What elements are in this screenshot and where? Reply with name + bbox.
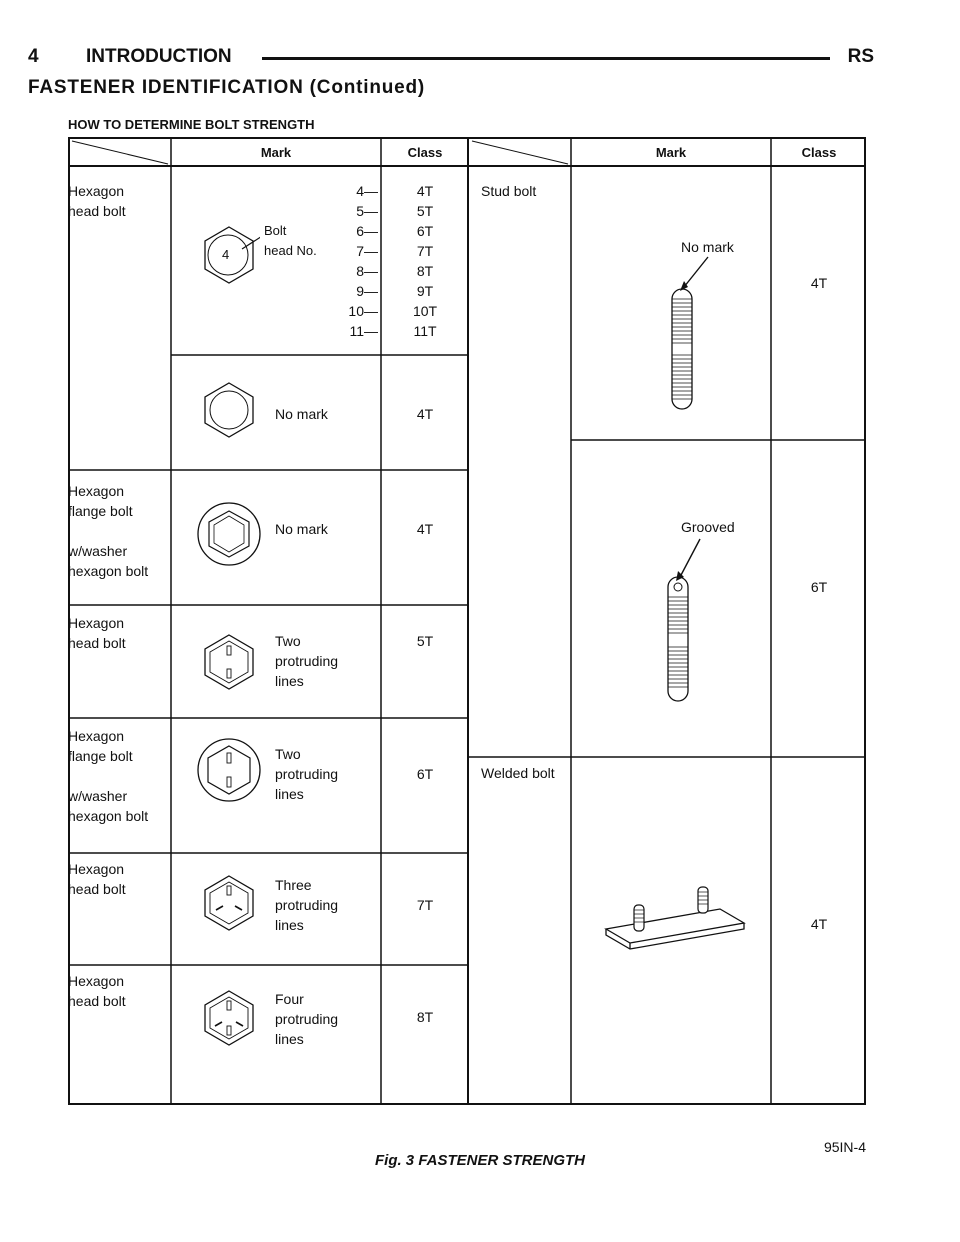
section-subtitle: FASTENER IDENTIFICATION (Continued) <box>28 77 426 98</box>
class-value: 8T <box>416 1009 434 1025</box>
flange-hex-bolt-icon <box>196 501 262 567</box>
bolt-head-digit: 4 <box>222 247 230 262</box>
mark-number: 7— <box>356 243 378 259</box>
row-label-hexagon-head-bolt: Hexagon head bolt <box>68 615 126 651</box>
figure-title: HOW TO DETERMINE BOLT STRENGTH <box>68 117 315 132</box>
mark-number: 11— <box>349 323 378 339</box>
manual-code: RS <box>847 46 874 67</box>
header-class-left: Class <box>407 145 443 160</box>
four-lines-hex-bolt-icon <box>202 989 256 1047</box>
class-value: 4T <box>416 406 434 422</box>
class-value: 6T <box>416 766 434 782</box>
row-label-hexagon-head-bolt: Hexagon head bolt <box>68 183 126 219</box>
mark-text: Two protruding lines <box>275 633 339 689</box>
class-value: 4T <box>810 916 828 932</box>
mark-number: 9— <box>356 283 378 299</box>
mark-text: Two protruding lines <box>275 746 339 802</box>
mark-number: 6— <box>356 223 378 239</box>
welded-bolt-icon <box>602 883 748 957</box>
class-value: 10T <box>412 303 438 319</box>
page-number: 4 <box>28 46 39 67</box>
mark-text: Four protruding lines <box>275 991 339 1047</box>
class-value: 5T <box>416 203 434 219</box>
header-mark-left: Mark <box>260 145 292 160</box>
row-label-flange-bolt: Hexagon flange bolt w/washer hexagon bolt <box>68 483 149 579</box>
class-value: 6T <box>416 223 434 239</box>
class-value: 6T <box>810 579 828 595</box>
flange-two-lines-bolt-icon <box>196 737 262 803</box>
plain-hex-bolt-icon <box>202 381 256 439</box>
class-value: 7T <box>416 243 434 259</box>
class-value: 9T <box>416 283 434 299</box>
header-class-right: Class <box>801 145 837 160</box>
class-value: 5T <box>416 633 434 649</box>
page-header <box>28 44 874 72</box>
mark-number: 8— <box>356 263 378 279</box>
two-lines-hex-bolt-icon <box>202 633 256 691</box>
mark-text: No mark <box>681 239 734 255</box>
mark-number: 4— <box>356 183 378 199</box>
class-value: 7T <box>416 897 434 913</box>
bolt-head-number-label: Bolt head No. <box>264 223 317 258</box>
row-label-stud-bolt: Stud bolt <box>481 183 537 199</box>
mark-text: Three protruding lines <box>275 877 339 933</box>
row-label-welded-bolt: Welded bolt <box>481 765 555 781</box>
figure-caption: Fig. 3 FASTENER STRENGTH <box>374 1152 585 1169</box>
grooved-stud-bolt-icon <box>658 537 728 703</box>
row-label-hexagon-head-bolt: Hexagon head bolt <box>68 861 126 897</box>
mark-text: No mark <box>275 406 328 422</box>
section-title: INTRODUCTION <box>86 46 232 67</box>
header-mark-right: Mark <box>655 145 687 160</box>
mark-number: 5— <box>356 203 378 219</box>
bolt-strength-table <box>68 137 866 1105</box>
row-label-flange-bolt: Hexagon flange bolt w/washer hexagon bolt <box>68 728 149 824</box>
class-value: 4T <box>416 521 434 537</box>
three-lines-hex-bolt-icon <box>202 874 256 932</box>
header-rule <box>262 57 830 60</box>
class-value: 4T <box>416 183 434 199</box>
mark-number: 10— <box>348 303 378 319</box>
class-value: 8T <box>416 263 434 279</box>
mark-text: Grooved <box>681 519 735 535</box>
mark-text: No mark <box>275 521 328 537</box>
row-label-hexagon-head-bolt: Hexagon head bolt <box>68 973 126 1009</box>
figure-code: 95IN-4 <box>823 1139 866 1155</box>
class-value: 4T <box>810 275 828 291</box>
class-value: 11T <box>413 323 437 339</box>
stud-bolt-icon <box>658 255 728 415</box>
